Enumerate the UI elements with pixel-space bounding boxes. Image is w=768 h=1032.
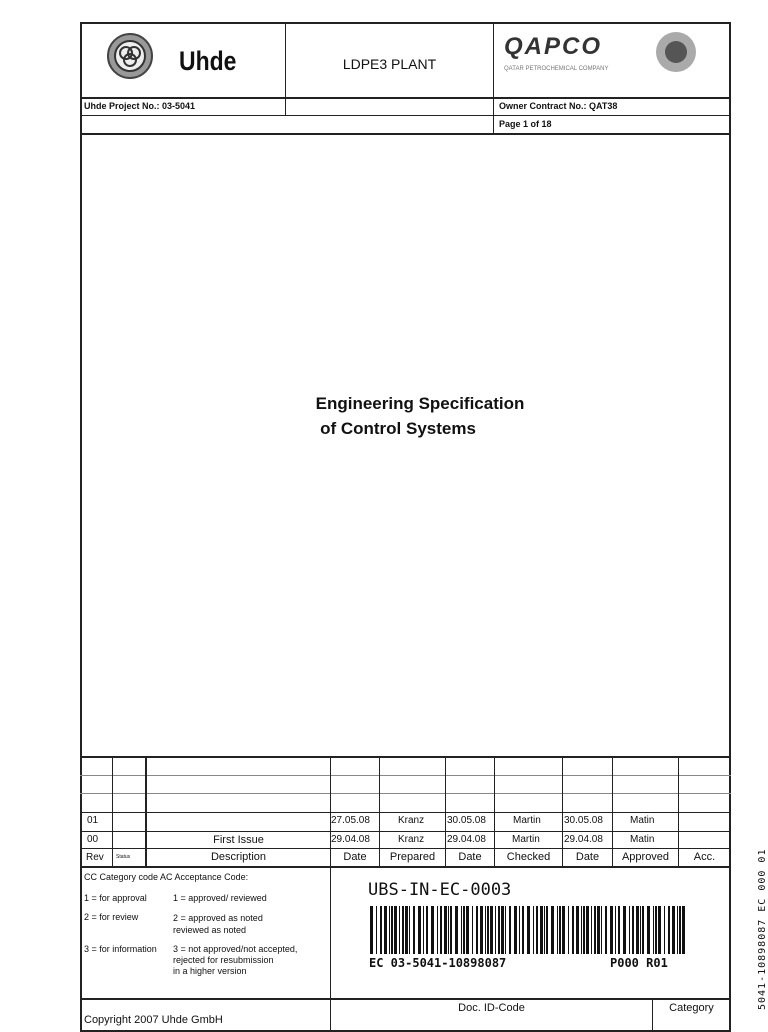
doc-number: UBS-IN-EC-0003: [368, 880, 512, 900]
description: First Issue: [213, 834, 264, 846]
codes-heading: CC Category code AC Acceptance Code:: [84, 872, 249, 882]
side-reference: 5041-10898087 EC 000 01: [757, 848, 768, 1010]
cc-3: 3 = for information: [84, 944, 157, 954]
contract-number: Owner Contract No.: QAT38: [499, 101, 618, 111]
cc-2: 2 = for review: [84, 912, 139, 922]
document-title-line1: Engineering Specification: [315, 394, 525, 413]
uhde-logo-icon: [106, 32, 154, 80]
copyright: Copyright 2007 Uhde GmbH: [84, 1014, 223, 1026]
document-title-line2: of Control Systems: [320, 419, 476, 438]
owner-logo: QAPCO: [504, 33, 603, 60]
page-number: Page 1 of 18: [499, 119, 552, 129]
prepared: Kranz: [398, 815, 425, 826]
barcode-icon: [370, 906, 688, 954]
header-date: Date: [458, 851, 482, 863]
header-description: Description: [210, 851, 267, 863]
checked: Martin: [513, 815, 541, 826]
barcode-left: EC 03-5041-10898087: [369, 956, 507, 970]
header-approved: Approved: [621, 851, 670, 863]
company-name: Uhde: [179, 46, 237, 76]
header-prepared: Prepared: [389, 851, 436, 863]
date: 29.04.08: [447, 834, 486, 845]
header-checked: Checked: [506, 851, 551, 863]
doc-id-label: Doc. ID-Code: [458, 1002, 525, 1014]
approved: Matin: [630, 834, 655, 845]
checked: Martin: [512, 834, 540, 845]
header-acc: Acc.: [693, 851, 716, 863]
category-label: Category: [669, 1002, 714, 1014]
date: 30.05.08: [564, 815, 603, 826]
project-number: Uhde Project No.: 03-5041: [84, 101, 196, 111]
rev: 00: [87, 834, 99, 845]
header-date: Date: [575, 851, 600, 863]
owner-logo-sub: QATAR PETROCHEMICAL COMPANY: [504, 66, 609, 72]
header-rev: Rev: [86, 852, 104, 863]
header-status: Status: [116, 854, 131, 860]
date: 27.05.08: [331, 815, 370, 826]
cc-1: 1 = for approval: [84, 893, 147, 903]
ac-1: 1 = approved/ reviewed: [173, 893, 267, 903]
prepared: Kranz: [398, 834, 425, 845]
plant-name: LDPE3 PLANT: [342, 56, 437, 72]
date: 29.04.08: [564, 834, 603, 845]
rev: 01: [87, 815, 99, 826]
header-date: Date: [343, 851, 367, 863]
approved: Matin: [630, 815, 655, 826]
ac-2: 2 = approved as noted reviewed as noted: [173, 913, 263, 935]
ac-3: 3 = not approved/not accepted, rejected for resubmission in a higher version: [173, 944, 298, 976]
qapco-globe-icon: [654, 30, 698, 74]
date: 29.04.08: [331, 834, 370, 845]
date: 30.05.08: [447, 815, 486, 826]
barcode-right: P000 R01: [610, 956, 668, 970]
